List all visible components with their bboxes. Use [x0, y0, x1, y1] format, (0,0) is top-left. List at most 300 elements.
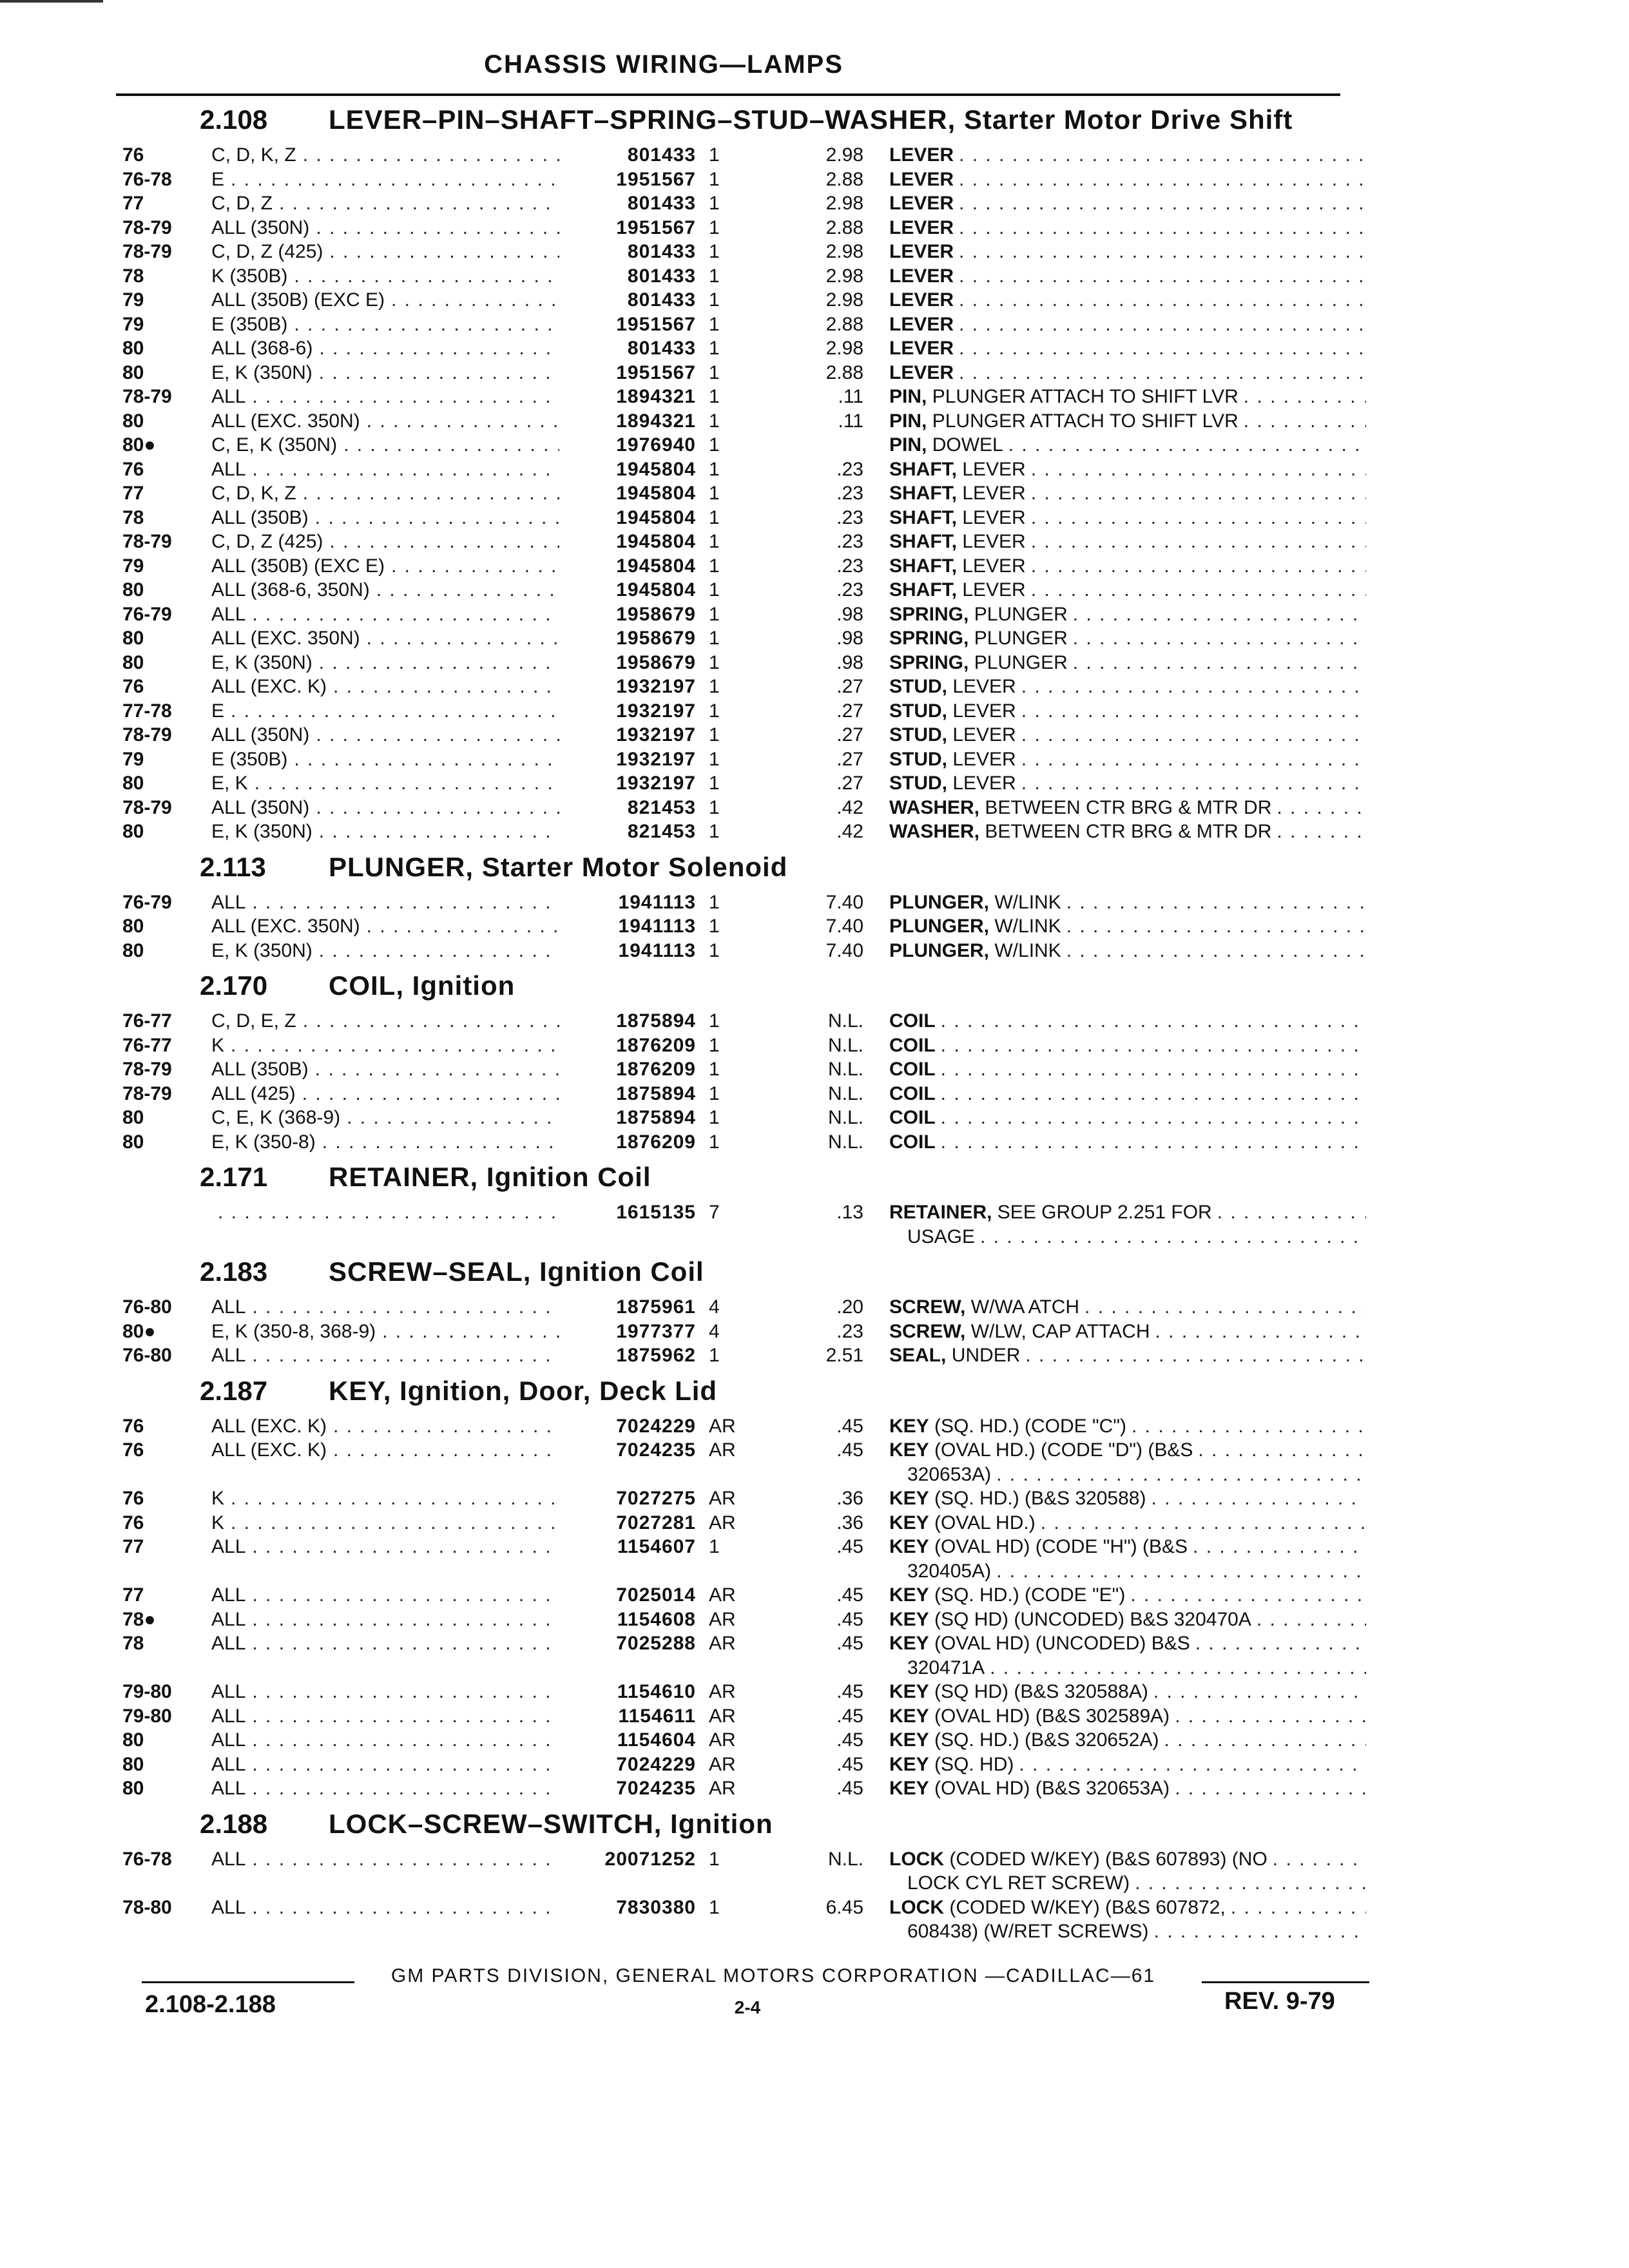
part-detail: (CODED W/KEY) (B&S 607893) (NO [949, 1848, 1268, 1870]
table-row [0, 1033, 1629, 1058]
table-row [0, 939, 1629, 963]
price: 2.88 [825, 216, 863, 238]
price: .42 [836, 796, 863, 818]
price: .20 [836, 1296, 863, 1318]
part-number: 1154607 [617, 1536, 696, 1557]
part-description [889, 1511, 1366, 1535]
part-detail: (OVAL HD) (B&S 302589A) [934, 1705, 1170, 1727]
description-line [889, 1106, 1366, 1130]
model-application: C, E, K (350N) . . . [211, 433, 559, 457]
part-detail: (CODED W/KEY) (B&S 607872, [949, 1896, 1226, 1918]
description-line [889, 651, 1366, 675]
part-name: SPRING, [889, 603, 969, 625]
quantity: AR [709, 1439, 736, 1461]
model-year: 78-79 [122, 724, 172, 745]
part-detail: LEVER [962, 506, 1026, 528]
model-application: ALL . . . [211, 457, 559, 482]
part-name: KEY [889, 1415, 929, 1437]
model-application: E, K (350N) . . . [211, 820, 559, 844]
part-description [889, 1414, 1366, 1439]
part-number: 1932197 [616, 748, 696, 770]
part-name: KEY [889, 1512, 929, 1533]
part-name: LOCK [889, 1896, 944, 1918]
footer-revision: REV. 9-79 [1224, 1988, 1335, 2015]
section-title [329, 1801, 773, 1847]
price: .23 [836, 579, 863, 601]
description-line [889, 409, 1366, 434]
part-name: PLUNGER, [889, 939, 990, 961]
description-line [889, 1896, 1366, 1920]
part-description [889, 312, 1366, 337]
model-year: 76-80 [122, 1345, 172, 1366]
part-detail: W/LINK [994, 916, 1061, 937]
model-application: E . . . [211, 699, 559, 724]
part-detail: LEVER [962, 531, 1026, 552]
part-number: 821453 [627, 796, 696, 818]
part-name: LEVER [889, 289, 954, 311]
part-detail: PLUNGER [974, 628, 1068, 649]
part-description [889, 336, 1366, 361]
table-row [0, 723, 1629, 747]
part-number: 1941113 [618, 891, 696, 913]
quantity: 1 [709, 1010, 720, 1032]
model-application: ALL (EXC. 350N) . . . [211, 626, 559, 651]
part-number: 1932197 [616, 724, 696, 745]
model-year: 80● [122, 434, 156, 456]
description-line [889, 578, 1366, 602]
section-number: 2.188 [200, 1808, 268, 1839]
part-number: 1945804 [616, 579, 696, 601]
model-application: E (350B) . . . [211, 312, 559, 337]
part-description [889, 361, 1366, 385]
part-description [889, 939, 1366, 963]
part-detail: LEVER [962, 458, 1026, 480]
part-number: 7024229 [616, 1753, 696, 1775]
section-2-183 [0, 1249, 1629, 1368]
price: .11 [838, 386, 863, 407]
quantity: AR [709, 1729, 736, 1751]
section-subtitle: Ignition Coil [486, 1162, 651, 1192]
model-year: 78-79 [122, 796, 172, 818]
quantity: 1 [709, 410, 720, 432]
section-subtitle: Starter Motor Solenoid [481, 851, 788, 882]
model-year: 77 [122, 483, 144, 504]
description-line [889, 1320, 1366, 1344]
part-detail: LEVER [952, 676, 1016, 697]
part-description [889, 1896, 1366, 1944]
description-line [889, 457, 1366, 482]
part-description [889, 747, 1366, 772]
model-application [211, 1200, 559, 1225]
table-row [0, 602, 1629, 627]
footer-page-number: 2-4 [734, 1997, 761, 2017]
table-row [0, 1896, 1629, 1944]
section-subtitle: Ignition [670, 1808, 773, 1839]
model-year: 76 [122, 1439, 144, 1461]
model-year: 80 [122, 1131, 144, 1153]
part-detail: (SQ. HD.) (B&S 320588) [934, 1488, 1146, 1509]
part-name: PLUNGER, [889, 891, 990, 913]
description-line [889, 1535, 1366, 1559]
model-year: 78-79 [122, 241, 172, 262]
model-application: ALL . . . [211, 1631, 559, 1656]
quantity: 1 [709, 483, 720, 504]
price: .23 [836, 555, 863, 577]
model-year: 78-79 [122, 216, 172, 238]
model-year: 80● [122, 1320, 156, 1342]
section-heading [0, 963, 1629, 1009]
table-row [0, 1106, 1629, 1130]
part-description [889, 1200, 1366, 1249]
section-title-main: PLUNGER, [329, 851, 474, 882]
quantity: 1 [709, 1345, 720, 1366]
quantity: 1 [709, 168, 720, 190]
part-number: 801433 [627, 241, 696, 262]
description-line [889, 1847, 1366, 1872]
table-row [0, 578, 1629, 602]
part-detail: LEVER [952, 700, 1016, 722]
part-name: COIL [889, 1107, 936, 1128]
model-application: ALL (EXC. K) . . . [211, 1414, 559, 1439]
table-row [0, 1295, 1629, 1320]
description-line [889, 626, 1366, 651]
description-line [889, 1704, 1366, 1729]
part-description [889, 699, 1366, 724]
section-subtitle: Ignition, Door, Deck Lid [400, 1375, 718, 1406]
part-number: 1932197 [616, 700, 696, 722]
footer-publisher: GM PARTS DIVISION, GENERAL MOTORS CORPORATION —CADILLAC—61 [390, 1965, 1156, 1986]
quantity: AR [709, 1584, 736, 1606]
model-application: E, K (350N) . . . [211, 939, 559, 963]
part-number: 1875894 [616, 1010, 696, 1032]
table-row [0, 1631, 1629, 1680]
part-name: RETAINER, [889, 1202, 992, 1223]
part-description [889, 506, 1366, 530]
model-application: ALL (350N) . . . [211, 723, 559, 747]
model-year: 78 [122, 265, 144, 287]
part-detail: LEVER [962, 579, 1026, 601]
part-number: 1154611 [618, 1705, 696, 1727]
part-number: 7024229 [616, 1415, 696, 1437]
quantity: AR [709, 1681, 736, 1702]
quantity: 1 [709, 1034, 720, 1056]
model-application: C, D, Z (425) . . . [211, 240, 559, 264]
model-year: 79 [122, 748, 144, 770]
part-description [889, 1631, 1366, 1680]
part-name: KEY [889, 1681, 929, 1702]
description-line [889, 554, 1366, 579]
quantity: 1 [709, 241, 720, 262]
description-line [889, 675, 1366, 699]
description-line [889, 1200, 1366, 1225]
section-title [329, 963, 515, 1009]
part-detail: (SQ. HD) [934, 1753, 1014, 1775]
part-detail: PLUNGER [974, 651, 1068, 673]
description-line [889, 796, 1366, 820]
section-title [329, 1249, 704, 1295]
model-year: 77-78 [122, 700, 172, 722]
description-line [889, 1486, 1366, 1511]
part-number: 1945804 [616, 458, 696, 480]
quantity: 1 [709, 676, 720, 697]
section-heading [0, 1249, 1629, 1295]
model-application: C, E, K (368-9) . . . [211, 1106, 559, 1130]
part-name: PIN, [889, 410, 927, 432]
section-subtitle: Ignition Coil [539, 1256, 704, 1287]
model-application: ALL (EXC. 350N) . . . [211, 409, 559, 434]
description-line-2: 320471A . . . [889, 1656, 1366, 1680]
part-name: LEVER [889, 338, 954, 359]
part-detail: PLUNGER ATTACH TO SHIFT LVR [932, 386, 1239, 407]
price: .11 [838, 410, 863, 432]
table-row [0, 771, 1629, 796]
quantity: 1 [709, 265, 720, 287]
part-description [889, 457, 1366, 482]
part-detail: DOWEL [932, 434, 1003, 456]
part-description [889, 675, 1366, 699]
price: 7.40 [825, 891, 863, 913]
part-name: STUD, [889, 676, 947, 697]
part-description [889, 409, 1366, 434]
part-number: 1945804 [616, 555, 696, 577]
description-line [889, 1009, 1366, 1033]
part-name: LEVER [889, 168, 954, 190]
part-description [889, 1728, 1366, 1753]
price: 7.40 [825, 916, 863, 937]
model-year: 78-79 [122, 1082, 172, 1104]
part-detail: LEVER [962, 555, 1026, 577]
price: 2.98 [825, 241, 863, 262]
model-year: 77 [122, 193, 144, 214]
model-year: 78 [122, 506, 144, 528]
price: .98 [836, 603, 863, 625]
section-subtitle: Ignition [412, 970, 516, 1001]
part-number: 801433 [627, 338, 696, 359]
model-year: 80 [122, 821, 144, 842]
part-name: COIL [889, 1082, 936, 1104]
section-heading [0, 1368, 1629, 1414]
part-name: SHAFT, [889, 506, 957, 528]
part-number: 1876209 [616, 1131, 696, 1153]
section-number: 2.170 [200, 970, 268, 1001]
model-year: 78-79 [122, 531, 172, 552]
section-heading [0, 1801, 1629, 1847]
price: 7.40 [825, 939, 863, 961]
model-application: ALL (EXC. 350N) . . . [211, 914, 559, 939]
part-name: KEY [889, 1705, 929, 1727]
description-line [889, 1680, 1366, 1704]
part-name: SHAFT, [889, 531, 957, 552]
quantity: AR [709, 1512, 736, 1533]
model-application: ALL . . . [211, 1295, 559, 1320]
section-title-main: SCREW–SEAL, [329, 1256, 532, 1287]
model-application: ALL . . . [211, 1753, 559, 1777]
model-year: 80 [122, 1729, 144, 1751]
part-detail: W/WA ATCH [970, 1296, 1080, 1318]
model-year: 77 [122, 1584, 144, 1606]
part-description [889, 385, 1366, 409]
description-line [889, 1583, 1366, 1608]
quantity: 1 [709, 313, 720, 335]
table-row [0, 1511, 1629, 1535]
model-year: 76-77 [122, 1010, 172, 1032]
part-number: 1894321 [616, 386, 696, 407]
price: .45 [836, 1705, 863, 1727]
quantity: 4 [709, 1296, 720, 1318]
price: 2.98 [825, 193, 863, 214]
table-row [0, 336, 1629, 361]
part-name: PIN, [889, 434, 927, 456]
part-name: LEVER [889, 265, 954, 287]
price: .45 [836, 1415, 863, 1437]
model-year: 76-77 [122, 1034, 172, 1056]
quantity: 1 [709, 386, 720, 407]
table-row [0, 457, 1629, 482]
part-number: 801433 [627, 193, 696, 214]
part-number: 7027281 [616, 1512, 696, 1533]
part-detail: BETWEEN CTR BRG & MTR DR [985, 796, 1272, 818]
part-name: KEY [889, 1488, 929, 1509]
section-heading [0, 1154, 1629, 1200]
part-number: 1894321 [616, 410, 696, 432]
part-number: 1951567 [616, 168, 696, 190]
model-application: ALL (368-6, 350N) . . . [211, 578, 559, 602]
price: N.L. [827, 1107, 863, 1128]
description-line [889, 914, 1366, 939]
price: 2.51 [825, 1345, 863, 1366]
part-name: KEY [889, 1608, 929, 1630]
part-description [889, 264, 1366, 289]
part-detail: (OVAL HD.) (CODE "D") (B&S [934, 1439, 1193, 1461]
model-application: ALL (EXC. K) . . . [211, 675, 559, 699]
description-line [889, 1511, 1366, 1535]
description-line [889, 191, 1366, 216]
part-detail: (SQ HD) (B&S 320588A) [934, 1681, 1148, 1702]
table-row [0, 216, 1629, 240]
part-name: KEY [889, 1633, 929, 1654]
description-line [889, 1414, 1366, 1439]
price: .36 [836, 1488, 863, 1509]
section-number: 2.183 [200, 1256, 268, 1287]
price: 2.88 [825, 361, 863, 383]
price: .45 [836, 1778, 863, 1799]
model-application: C, D, K, Z . . . [211, 481, 559, 506]
footer-rule-left [142, 1981, 354, 1983]
table-row [0, 1414, 1629, 1439]
quantity: 1 [709, 361, 720, 383]
price: .45 [836, 1439, 863, 1461]
description-line-2: 320653A) . . . [889, 1463, 1366, 1487]
model-application: ALL . . . [211, 602, 559, 627]
description-line [889, 1631, 1366, 1656]
section-subtitle: Starter Motor Drive Shift [963, 104, 1293, 135]
part-detail: LEVER [952, 773, 1016, 794]
model-year: 78 [122, 1633, 144, 1654]
part-number: 1951567 [616, 313, 696, 335]
part-description [889, 723, 1366, 747]
table-row [0, 191, 1629, 216]
part-detail: (SQ. HD.) (B&S 320652A) [934, 1729, 1159, 1751]
model-year: 80 [122, 939, 144, 961]
table-row [0, 264, 1629, 289]
part-detail: (SQ HD) (UNCODED) B&S 320470A [934, 1608, 1251, 1630]
quantity: 1 [709, 1848, 720, 1870]
quantity: AR [709, 1705, 736, 1727]
description-line [889, 361, 1366, 385]
quantity: 1 [709, 1536, 720, 1557]
model-application: C, D, Z (425) . . . [211, 530, 559, 554]
description-line [889, 481, 1366, 506]
part-number: 20071252 [604, 1848, 696, 1870]
model-year: 76-79 [122, 603, 172, 625]
part-number: 1977377 [616, 1320, 696, 1342]
price: .27 [836, 724, 863, 745]
description-line [889, 1033, 1366, 1058]
section-2-170 [0, 963, 1629, 1154]
table-row [0, 481, 1629, 506]
footer-rule-right [1202, 1981, 1369, 1983]
model-year: 76-79 [122, 891, 172, 913]
model-year: 76-78 [122, 1848, 172, 1870]
quantity: 1 [709, 579, 720, 601]
table-row [0, 530, 1629, 554]
part-name: SHAFT, [889, 579, 957, 601]
price: .27 [836, 700, 863, 722]
table-row [0, 1130, 1629, 1155]
part-description [889, 1130, 1366, 1155]
part-number: 1945804 [616, 506, 696, 528]
part-name: SHAFT, [889, 555, 957, 577]
table-row [0, 651, 1629, 675]
table-row [0, 747, 1629, 772]
part-number: 7027275 [616, 1488, 696, 1509]
description-line [889, 168, 1366, 192]
quantity: 7 [709, 1202, 720, 1223]
table-row [0, 1200, 1629, 1249]
price: .36 [836, 1512, 863, 1533]
part-name: COIL [889, 1034, 936, 1056]
price: N.L. [827, 1034, 863, 1056]
quantity: 1 [709, 144, 720, 166]
description-line [889, 433, 1366, 457]
table-row [0, 1082, 1629, 1106]
price: N.L. [827, 1082, 863, 1104]
model-application: ALL . . . [211, 1583, 559, 1608]
quantity: 1 [709, 434, 720, 456]
part-number: 1958679 [616, 603, 696, 625]
model-year: 80 [122, 579, 144, 601]
table-row [0, 288, 1629, 312]
model-application: ALL . . . [211, 1728, 559, 1753]
part-name: WASHER, [889, 796, 980, 818]
part-number: 1941113 [618, 939, 696, 961]
description-line [889, 312, 1366, 337]
section-title-main: LOCK–SCREW–SWITCH, [329, 1808, 662, 1839]
description-line [889, 820, 1366, 844]
model-application: C, D, K, Z . . . [211, 143, 559, 168]
price: .23 [836, 531, 863, 552]
table-row [0, 409, 1629, 434]
section-title-main: LEVER–PIN–SHAFT–SPRING–STUD–WASHER, [329, 104, 956, 135]
part-description [889, 1057, 1366, 1082]
part-description [889, 143, 1366, 168]
price: .27 [836, 748, 863, 770]
description-line [889, 890, 1366, 915]
part-number: 1958679 [616, 651, 696, 673]
part-description [889, 1753, 1366, 1777]
part-detail: BETWEEN CTR BRG & MTR DR [985, 821, 1272, 842]
price: .42 [836, 821, 863, 842]
